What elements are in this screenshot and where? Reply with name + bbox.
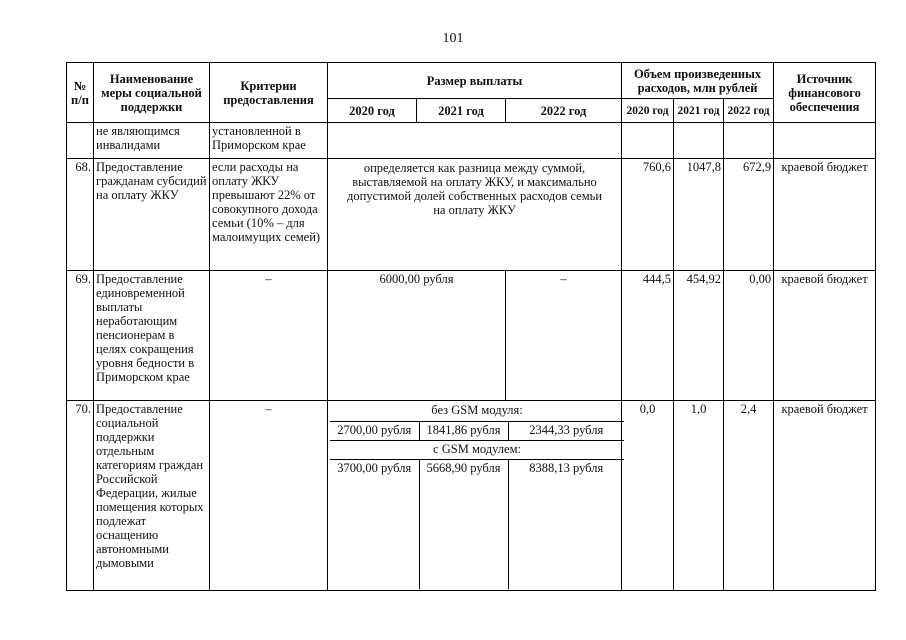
table-row: [67, 401, 876, 591]
header-year-2020: 2020 год: [328, 99, 417, 123]
cell-payment: [328, 123, 622, 159]
cell-volume-2022: 672,9: [724, 159, 774, 271]
cell-num: [67, 123, 94, 159]
header-volume-2021: 2021 год: [674, 99, 724, 123]
cell-num: 69.: [67, 271, 94, 401]
cell-criteria: установленной в Приморском крае: [210, 123, 328, 159]
header-criteria: Критерии предоставления: [210, 63, 328, 123]
cell-payment-2020-2021: 6000,00 рубля: [328, 271, 506, 401]
cell-criteria: если расходы на оплату ЖКУ превышают 22% от совокупного дохода семьи (10% – для малоимущих семей): [210, 159, 328, 271]
cell-source: краевой бюджет: [774, 159, 876, 271]
cell-volume-2021: 1,0: [674, 401, 724, 591]
table-row: [67, 159, 876, 271]
header-num: № п/п: [67, 63, 94, 123]
cell-payment: [328, 401, 622, 591]
cell-criteria: –: [210, 401, 328, 591]
table-row: [67, 123, 876, 159]
value-without-gsm-2021: 1841,86 рубля: [419, 421, 508, 440]
cell-payment-2022: –: [506, 271, 622, 401]
cell-volume-2022: 0,00: [724, 271, 774, 401]
value-without-gsm-2020: 2700,00 рубля: [330, 421, 419, 440]
cell-volume-2021: 1047,8: [674, 159, 724, 271]
cell-criteria: –: [210, 271, 328, 401]
cell-volume-2021: [674, 123, 724, 159]
header-name: Наименование меры социальной поддержки: [94, 63, 210, 123]
cell-volume-2021: 454,92: [674, 271, 724, 401]
page-number: 101: [442, 31, 464, 46]
value-with-gsm-2022: 8388,13 рубля: [508, 459, 624, 589]
cell-name: Предоставление единовременной выплаты неработающим пенсионерам в целях сокращения уровня бедности в Приморском крае: [94, 271, 210, 401]
social-support-table: [66, 62, 876, 591]
cell-volume-2020: 0,0: [622, 401, 674, 591]
header-source: Источник финансового обеспечения: [774, 63, 876, 123]
cell-name: Предоставление гражданам субсидий на оплату ЖКУ: [94, 159, 210, 271]
table-row: [67, 271, 876, 401]
subheader-with-gsm: с GSM модулем:: [330, 440, 624, 459]
subheader-without-gsm: без GSM модуля:: [330, 402, 624, 421]
cell-volume-2022: [724, 123, 774, 159]
cell-source: [774, 123, 876, 159]
value-with-gsm-2021: 5668,90 рубля: [419, 459, 508, 589]
value-without-gsm-2022: 2344,33 рубля: [508, 421, 624, 440]
cell-source: краевой бюджет: [774, 401, 876, 591]
cell-num: 68.: [67, 159, 94, 271]
value-with-gsm-2020: 3700,00 рубля: [330, 459, 419, 589]
cell-volume-2020: 444,5: [622, 271, 674, 401]
payment-subtable: [330, 402, 624, 589]
cell-num: 70.: [67, 401, 94, 591]
cell-volume-2020: 760,6: [622, 159, 674, 271]
cell-volume-2020: [622, 123, 674, 159]
cell-name: не являющимся инвалидами: [94, 123, 210, 159]
header-volume-2022: 2022 год: [724, 99, 774, 123]
cell-volume-2022: 2,4: [724, 401, 774, 591]
header-year-2022: 2022 год: [506, 99, 622, 123]
cell-payment: определяется как разница между суммой, выставляемой на оплату ЖКУ, и максимально допустимой долей собственных расходов семьи на оплату ЖКУ: [328, 159, 622, 271]
header-volume: Объем произведенных расходов, млн рублей: [622, 63, 774, 99]
header-year-2021: 2021 год: [417, 99, 506, 123]
cell-name: Предоставление социальной поддержки отдельным категориям граждан Российской Федерации, жилые помещения которых подлежат оснащению автономными дымовыми: [94, 401, 210, 591]
cell-source: краевой бюджет: [774, 271, 876, 401]
header-payment: Размер выплаты: [328, 63, 622, 99]
header-volume-2020: 2020 год: [622, 99, 674, 123]
